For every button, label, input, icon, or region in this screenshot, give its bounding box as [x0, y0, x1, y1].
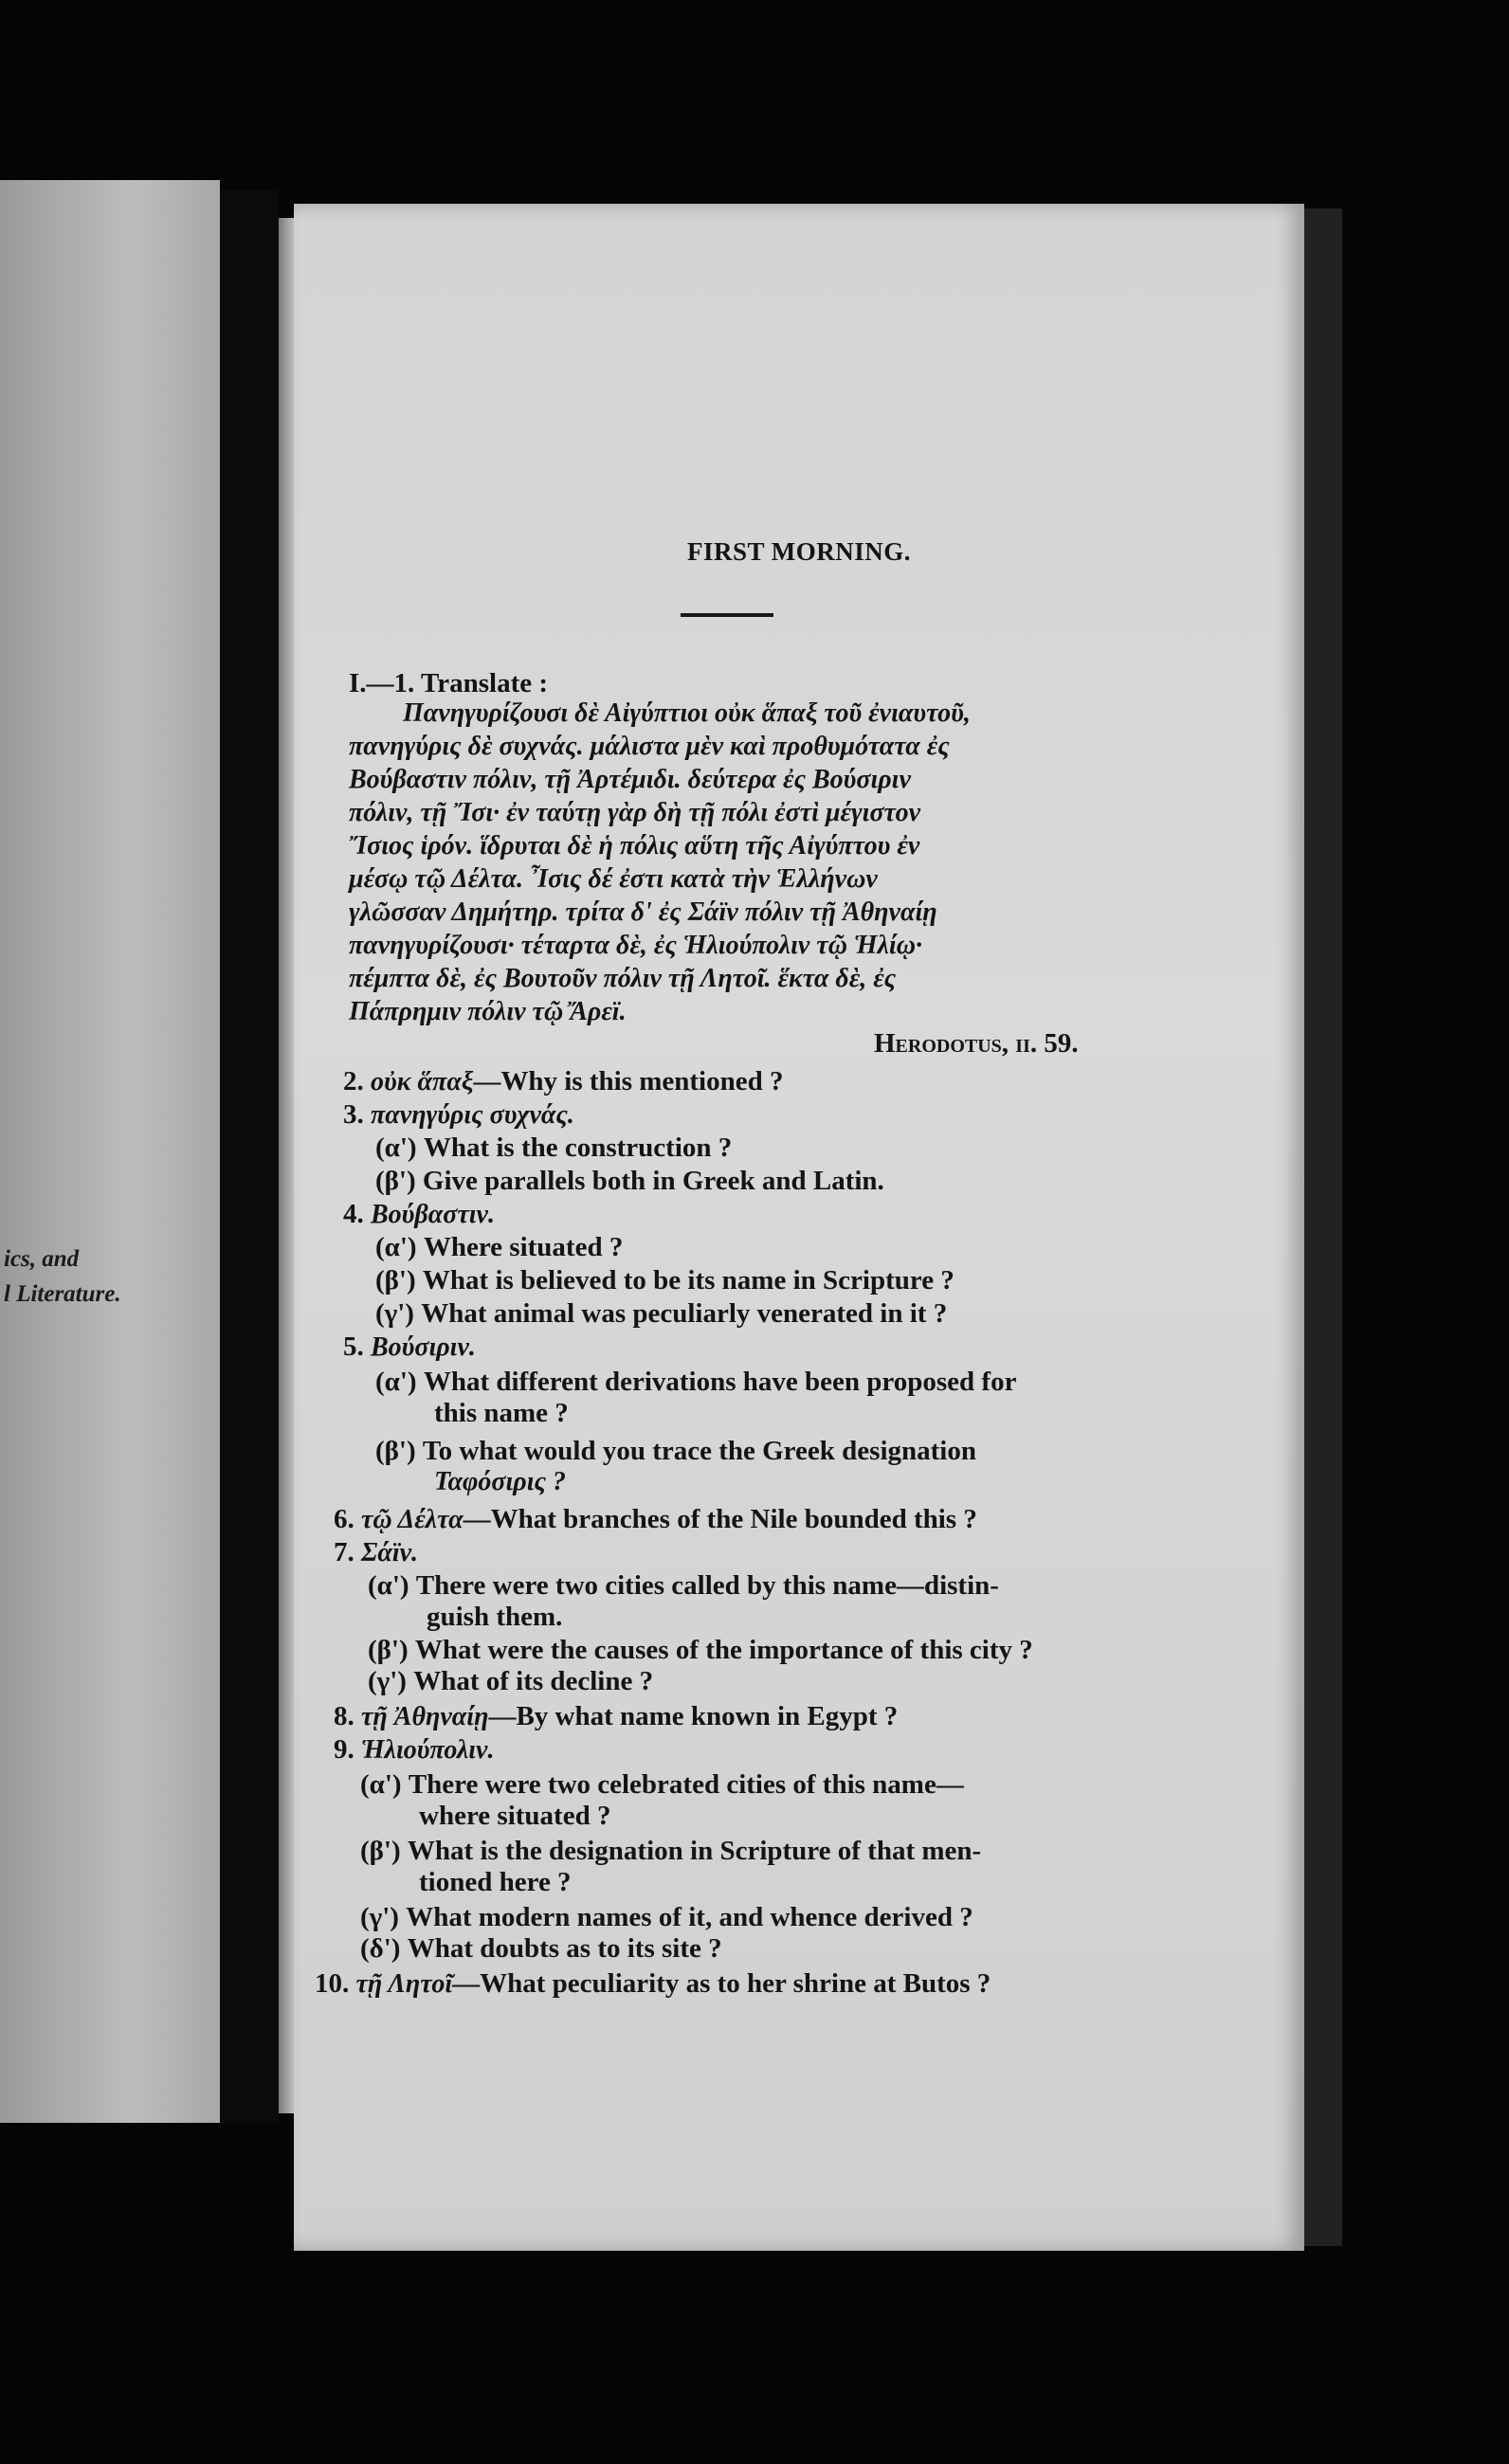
page-content [294, 204, 1304, 2251]
question-9a-cont: where situated ? [419, 1801, 611, 1831]
question-9a: (α') There were two celebrated cities of this name— [360, 1769, 964, 1800]
passage-line: Ἴσιος ἱρόν. ἵδρυται δὲ ἡ πόλις αὕτη τῆς Αἰγύπτου ἐν [349, 831, 920, 861]
left-page-text-1: ics, and [4, 1246, 80, 1272]
question-4b: (β') What is believed to be its name in Scripture ? [375, 1265, 954, 1295]
page-title: FIRST MORNING. [686, 537, 912, 566]
right-shadow [1304, 208, 1342, 2246]
title-rule [681, 613, 773, 617]
question-9c: (γ') What modern names of it, and whence derived ? [360, 1902, 973, 1932]
passage-line: γλῶσσαν Δημήτηρ. τρίτα δ' ἐς Σάϊν πόλιν τῇ Ἀθηναίῃ [349, 897, 937, 927]
passage-line: μέσῳ τῷ Δέλτα. Ἶσις δέ ἐστι κατὰ τὴν Ἑλλήνων [349, 864, 878, 894]
question-9d: (δ') What doubts as to its site ? [360, 1933, 722, 1964]
section-number: I.—1. [349, 668, 415, 698]
passage-source: Herodotus, ii. 59. [874, 1028, 1079, 1059]
passage-line: πανηγυρίζουσι· τέταρτα δὲ, ἐς Ἡλιούπολιν τῷ Ἡλίῳ· [349, 931, 922, 960]
question-8: 8. τῇ Ἀθηναίῃ—By what name known in Egypt ? [334, 1701, 899, 1731]
question-5a: (α') What different derivations have been proposed for [375, 1367, 1017, 1397]
exam-page [294, 204, 1304, 2251]
question-5b-cont: Ταφόσιρις ? [434, 1467, 566, 1496]
passage-line: πόλιν, τῇ Ἴσι· ἐν ταύτῃ γὰρ δὴ τῇ πόλι ἐστὶ μέγιστον [349, 798, 920, 827]
question-7: 7. Σάϊν. [334, 1537, 419, 1567]
question-3: 3. πανηγύρις συχνάς. [343, 1099, 574, 1130]
passage-line: πανηγύρις δὲ συχνάς. μάλιστα μὲν καὶ προθυμότατα ἐς [349, 732, 950, 761]
passage-line: πέμπτα δὲ, ἐς Βουτοῦν πόλιν τῇ Λητοῖ. ἕκτα δὲ, ἐς [349, 964, 897, 993]
question-2: 2. οὐκ ἅπαξ—Why is this mentioned ? [343, 1066, 784, 1096]
question-5b: (β') To what would you trace the Greek designation [375, 1436, 976, 1466]
question-7b: (β') What were the causes of the importance of this city ? [368, 1635, 1033, 1665]
question-3b: (β') Give parallels both in Greek and Latin. [375, 1166, 884, 1196]
left-page-text-2: l Literature. [4, 1281, 121, 1307]
section-header [349, 666, 548, 700]
book-gutter [220, 190, 279, 2123]
section-instruction: Translate : [421, 668, 549, 698]
question-4c: (γ') What animal was peculiarly venerated in it ? [375, 1298, 948, 1329]
question-6: 6. τῷ Δέλτα—What branches of the Nile bounded this ? [334, 1504, 977, 1534]
question-9b-cont: tioned here ? [419, 1867, 572, 1897]
passage-line: Βούβαστιν πόλιν, τῇ Ἀρτέμιδι. δεύτερα ἐς Βούσιριν [349, 765, 911, 794]
question-7a-cont: guish them. [427, 1602, 563, 1632]
question-4a: (α') Where situated ? [375, 1232, 624, 1262]
question-4: 4. Βούβαστιν. [343, 1199, 495, 1229]
question-7c: (γ') What of its decline ? [368, 1666, 654, 1696]
passage-line: Πανηγυρίζουσι δὲ Αἰγύπτιοι οὐκ ἅπαξ τοῦ ἐνιαυτοῦ, [403, 698, 971, 728]
question-5a-cont: this name ? [434, 1398, 569, 1428]
question-9b: (β') What is the designation in Scripture of that men- [360, 1836, 982, 1866]
left-page-fragment [0, 180, 220, 2123]
question-7a: (α') There were two cities called by this name—distin- [368, 1570, 999, 1601]
question-5: 5. Βούσιριν. [343, 1332, 476, 1362]
question-10: 10. τῇ Λητοῖ—What peculiarity as to her shrine at Butos ? [315, 1968, 991, 1999]
question-9: 9. Ἡλιούπολιν. [334, 1734, 495, 1765]
question-3a: (α') What is the construction ? [375, 1132, 733, 1163]
passage-line: Πάπρημιν πόλιν τῷ Ἄρεϊ. [349, 997, 627, 1026]
